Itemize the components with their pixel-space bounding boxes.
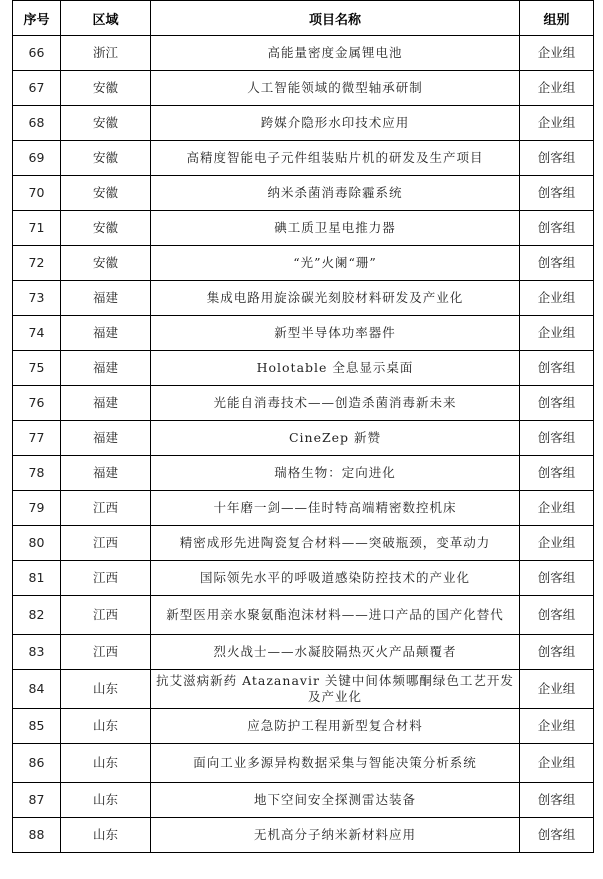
row-number: 81 <box>13 561 61 596</box>
project-table-container <box>12 0 593 853</box>
row-group: 创客组 <box>520 561 594 596</box>
row-group: 企业组 <box>520 670 594 709</box>
row-group: 企业组 <box>520 744 594 783</box>
project-table <box>12 0 594 853</box>
row-group: 企业组 <box>520 491 594 526</box>
row-group: 企业组 <box>520 281 594 316</box>
row-group: 企业组 <box>520 526 594 561</box>
row-group: 创客组 <box>520 141 594 176</box>
row-project-name: 无机高分子纳米新材料应用 <box>151 818 520 853</box>
table-row <box>13 744 594 783</box>
row-project-name: 人工智能领域的微型轴承研制 <box>151 71 520 106</box>
table-row <box>13 421 594 456</box>
table-row <box>13 386 594 421</box>
table-row <box>13 783 594 818</box>
row-group: 企业组 <box>520 71 594 106</box>
table-row <box>13 709 594 744</box>
row-region: 福建 <box>61 421 151 456</box>
header-region: 区域 <box>61 1 151 36</box>
row-group: 企业组 <box>520 36 594 71</box>
table-row <box>13 491 594 526</box>
table-row <box>13 246 594 281</box>
row-project-name: 集成电路用旋涂碳光刻胶材料研发及产业化 <box>151 281 520 316</box>
row-project-name: 碘工质卫星电推力器 <box>151 211 520 246</box>
row-project-name: 高能量密度金属锂电池 <box>151 36 520 71</box>
row-project-name: 新型半导体功率器件 <box>151 316 520 351</box>
row-region: 安徽 <box>61 211 151 246</box>
row-number: 86 <box>13 744 61 783</box>
header-group: 组别 <box>520 1 594 36</box>
row-group: 创客组 <box>520 635 594 670</box>
row-number: 80 <box>13 526 61 561</box>
row-group: 创客组 <box>520 246 594 281</box>
row-number: 88 <box>13 818 61 853</box>
row-number: 87 <box>13 783 61 818</box>
row-region: 山东 <box>61 818 151 853</box>
table-row <box>13 281 594 316</box>
row-group: 创客组 <box>520 386 594 421</box>
row-group: 企业组 <box>520 316 594 351</box>
row-project-name: 抗艾滋病新药 Atazanavir 关键中间体频哪酮绿色工艺开发及产业化 <box>151 670 520 709</box>
row-number: 67 <box>13 71 61 106</box>
row-group: 创客组 <box>520 176 594 211</box>
row-region: 江西 <box>61 596 151 635</box>
row-project-name: 纳米杀菌消毒除霾系统 <box>151 176 520 211</box>
table-row <box>13 596 594 635</box>
row-project-name: 地下空间安全探测雷达装备 <box>151 783 520 818</box>
row-number: 75 <box>13 351 61 386</box>
row-group: 创客组 <box>520 818 594 853</box>
row-group: 创客组 <box>520 421 594 456</box>
table-row <box>13 176 594 211</box>
row-region: 安徽 <box>61 246 151 281</box>
row-region: 山东 <box>61 744 151 783</box>
header-no: 序号 <box>13 1 61 36</box>
row-project-name: “光”火阑“珊” <box>151 246 520 281</box>
row-number: 68 <box>13 106 61 141</box>
table-row <box>13 106 594 141</box>
row-region: 江西 <box>61 635 151 670</box>
row-number: 69 <box>13 141 61 176</box>
row-region: 江西 <box>61 561 151 596</box>
row-region: 山东 <box>61 670 151 709</box>
row-project-name: 瑞格生物：定向进化 <box>151 456 520 491</box>
table-header-row <box>13 1 594 36</box>
row-project-name: 十年磨一剑——佳时特高端精密数控机床 <box>151 491 520 526</box>
table-row <box>13 351 594 386</box>
row-region: 江西 <box>61 526 151 561</box>
row-project-name: 面向工业多源异构数据采集与智能决策分析系统 <box>151 744 520 783</box>
row-region: 福建 <box>61 386 151 421</box>
row-group: 企业组 <box>520 709 594 744</box>
row-project-name: 烈火战士——水凝胶隔热灭火产品颠覆者 <box>151 635 520 670</box>
row-region: 福建 <box>61 316 151 351</box>
row-number: 74 <box>13 316 61 351</box>
row-number: 78 <box>13 456 61 491</box>
row-region: 福建 <box>61 351 151 386</box>
row-group: 创客组 <box>520 596 594 635</box>
row-number: 73 <box>13 281 61 316</box>
row-region: 福建 <box>61 456 151 491</box>
row-number: 82 <box>13 596 61 635</box>
table-row <box>13 71 594 106</box>
row-project-name: 新型医用亲水聚氨酯泡沫材料——进口产品的国产化替代 <box>151 596 520 635</box>
row-number: 66 <box>13 36 61 71</box>
row-project-name: 国际领先水平的呼吸道感染防控技术的产业化 <box>151 561 520 596</box>
row-project-name: CineZep 新赞 <box>151 421 520 456</box>
row-group: 创客组 <box>520 351 594 386</box>
table-row <box>13 456 594 491</box>
row-region: 山东 <box>61 783 151 818</box>
table-row <box>13 526 594 561</box>
table-row <box>13 211 594 246</box>
row-group: 创客组 <box>520 456 594 491</box>
table-row <box>13 316 594 351</box>
row-group: 创客组 <box>520 211 594 246</box>
row-project-name: 精密成形先进陶瓷复合材料——突破瓶颈，变革动力 <box>151 526 520 561</box>
table-row <box>13 561 594 596</box>
row-region: 福建 <box>61 281 151 316</box>
header-name: 项目名称 <box>151 1 520 36</box>
row-number: 84 <box>13 670 61 709</box>
row-number: 77 <box>13 421 61 456</box>
row-number: 72 <box>13 246 61 281</box>
row-number: 79 <box>13 491 61 526</box>
row-region: 安徽 <box>61 106 151 141</box>
row-region: 山东 <box>61 709 151 744</box>
row-region: 安徽 <box>61 176 151 211</box>
row-project-name: 应急防护工程用新型复合材料 <box>151 709 520 744</box>
row-project-name: 跨媒介隐形水印技术应用 <box>151 106 520 141</box>
table-row <box>13 36 594 71</box>
row-number: 85 <box>13 709 61 744</box>
row-project-name: Holotable 全息显示桌面 <box>151 351 520 386</box>
table-row <box>13 635 594 670</box>
table-row <box>13 141 594 176</box>
row-region: 安徽 <box>61 141 151 176</box>
row-region: 安徽 <box>61 71 151 106</box>
row-group: 创客组 <box>520 783 594 818</box>
row-number: 71 <box>13 211 61 246</box>
row-project-name: 高精度智能电子元件组装贴片机的研发及生产项目 <box>151 141 520 176</box>
table-row <box>13 670 594 709</box>
row-project-name: 光能自消毒技术——创造杀菌消毒新未来 <box>151 386 520 421</box>
table-body <box>13 36 594 853</box>
row-number: 76 <box>13 386 61 421</box>
row-region: 江西 <box>61 491 151 526</box>
row-number: 70 <box>13 176 61 211</box>
row-group: 企业组 <box>520 106 594 141</box>
row-number: 83 <box>13 635 61 670</box>
row-region: 浙江 <box>61 36 151 71</box>
table-row <box>13 818 594 853</box>
